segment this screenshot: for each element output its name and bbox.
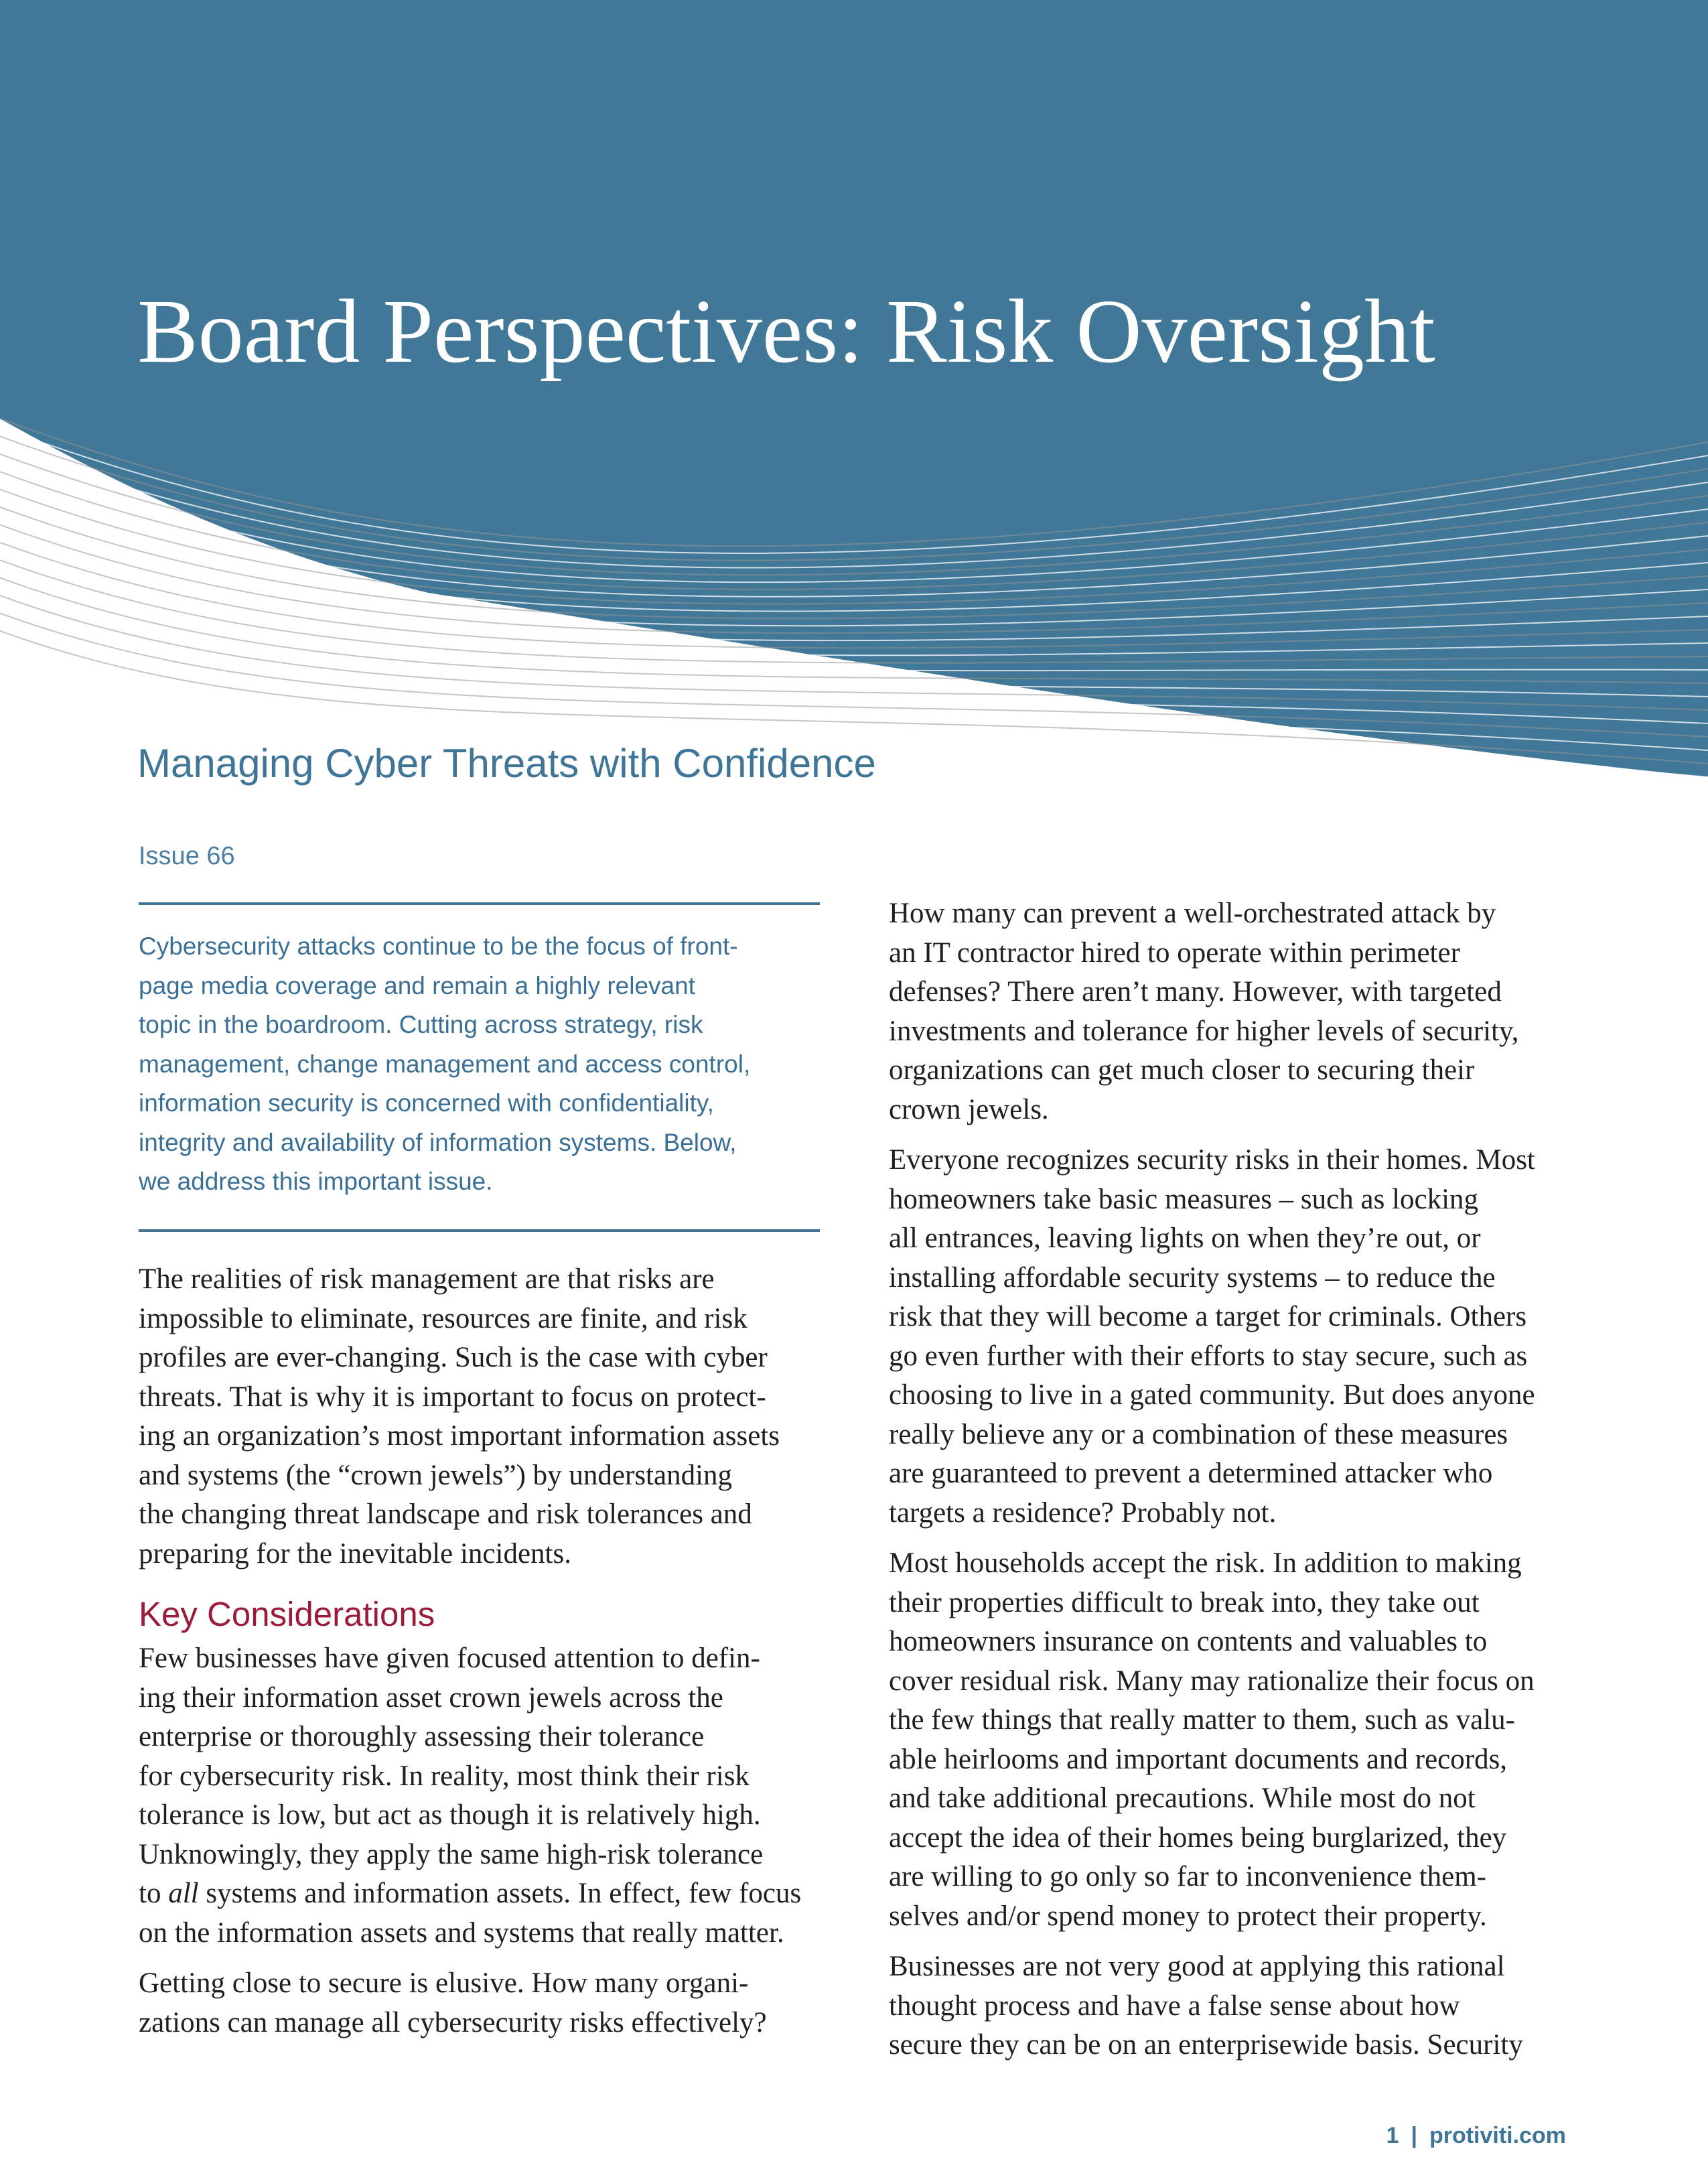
body-paragraph: [139, 1964, 835, 2042]
text-line: targets a residence? Probably not.: [889, 1496, 1277, 1529]
text-line: How many can prevent a well-orchestrated attack by: [889, 898, 1496, 929]
text-line: are guaranteed to prevent a determined attacker who: [889, 1458, 1493, 1489]
body-paragraph: [889, 894, 1585, 1129]
text-line: Getting close to secure is elusive. How many organi-: [139, 1967, 749, 1999]
text-line: choosing to live in a gated community. But does anyone: [889, 1379, 1535, 1411]
text-line: are willing to go only so far to inconvenience them-: [889, 1861, 1486, 1892]
intro-line: page media coverage and remain a highly relevant: [139, 971, 695, 999]
intro-line: topic in the boardroom. Cutting across strategy, risk: [139, 1011, 703, 1038]
text-line: investments and tolerance for higher levels of security,: [889, 1015, 1519, 1047]
body-paragraph: [889, 1141, 1585, 1533]
text-line: the changing threat landscape and risk tolerances and: [139, 1499, 752, 1530]
intro-line: we address this important issue.: [139, 1168, 493, 1195]
page-title: Board Perspectives: Risk Oversight: [137, 281, 1435, 382]
text-line: The realities of risk management are that risks are: [139, 1263, 715, 1295]
text-line: Few businesses have given focused attention to defin-: [139, 1643, 760, 1674]
text-line: thought process and have a false sense about how: [889, 1990, 1460, 2022]
text-line: Most households accept the risk. In addition to making: [889, 1547, 1522, 1579]
text-line: Unknowingly, they apply the same high-risk tolerance: [139, 1838, 764, 1870]
body-paragraph: [139, 1639, 835, 1953]
text-line: accept the idea of their homes being burglarized, they: [889, 1821, 1507, 1854]
text-line: risk that they will become a target for criminals. Others: [889, 1301, 1527, 1332]
text-line: on the information assets and systems that really matter.: [139, 1917, 784, 1949]
document-subtitle: Managing Cyber Threats with Confidence: [137, 741, 876, 786]
header-banner: [0, 0, 1708, 777]
intro-line: management, change management and access control,: [139, 1050, 751, 1078]
intro-top-rule: [139, 902, 820, 905]
right-column: [889, 894, 1585, 2077]
intro-line: information security is concerned with confidentiality,: [139, 1089, 714, 1117]
text-line: for cybersecurity risk. In reality, most think their risk: [139, 1760, 750, 1792]
page-footer: [1386, 2122, 1566, 2149]
footer-site-link[interactable]: protiviti.com: [1429, 2123, 1566, 2148]
text-line: profiles are ever-changing. Such is the case with cyber: [139, 1342, 768, 1373]
text-line: tolerance is low, but act as though it is relatively high.: [139, 1799, 761, 1831]
text-fragment: systems and information assets. In effect, few focus: [198, 1878, 802, 1909]
text-line: defenses? There aren’t many. However, with targeted: [889, 976, 1502, 1007]
text-line: homeowners take basic measures – such as locking: [889, 1183, 1479, 1215]
text-line: organizations can get much closer to securing their: [889, 1054, 1475, 1086]
text-line: the few things that really matter to them, such as valu-: [889, 1704, 1515, 1736]
intro-line: Cybersecurity attacks continue to be the focus of front-: [139, 932, 738, 960]
text-fragment: to: [139, 1878, 169, 1909]
text-line: really believe any or a combination of these measures: [889, 1418, 1508, 1450]
footer-separator: |: [1411, 2123, 1417, 2148]
text-line: ing their information asset crown jewels across the: [139, 1681, 723, 1714]
text-line: installing affordable security systems – to reduce the: [889, 1261, 1496, 1294]
text-line: go even further with their efforts to stay secure, such as: [889, 1340, 1528, 1372]
text-line: all entrances, leaving lights on when they’re out, or: [889, 1223, 1481, 1254]
text-line: an IT contractor hired to operate within perimeter: [889, 936, 1460, 969]
intro-line: integrity and availability of information systems. Below,: [139, 1128, 737, 1156]
left-column: [139, 1260, 835, 2054]
text-line: and systems (the “crown jewels”) by understanding: [139, 1459, 733, 1491]
text-line: crown jewels.: [889, 1093, 1049, 1125]
intro-summary: [139, 927, 829, 1202]
banner-background: [0, 0, 1708, 777]
text-line: preparing for the inevitable incidents.: [139, 1537, 571, 1570]
text-line: zations can manage all cybersecurity risks effectively?: [139, 2006, 767, 2038]
text-line: able heirlooms and important documents and records,: [889, 1743, 1508, 1775]
text-line: selves and/or spend money to protect their property.: [889, 1900, 1487, 1932]
body-paragraph: [889, 1947, 1585, 2065]
text-line: their properties difficult to break into, they take out: [889, 1586, 1480, 1618]
page-number: 1: [1386, 2123, 1399, 2148]
body-paragraph: [889, 1544, 1585, 1936]
text-line: enterprise or thoroughly assessing their tolerance: [139, 1721, 705, 1752]
text-line-with-emphasis: [139, 1874, 835, 1914]
text-line: homeowners insurance on contents and valuables to: [889, 1626, 1488, 1657]
text-line: impossible to eliminate, resources are finite, and risk: [139, 1302, 748, 1334]
text-line: secure they can be on an enterprisewide basis. Security: [889, 2029, 1523, 2061]
text-line: ing an organization’s most important information assets: [139, 1420, 780, 1452]
issue-number: Issue 66: [139, 842, 235, 870]
text-line: and take additional precautions. While most do not: [889, 1783, 1476, 1814]
text-line: Businesses are not very good at applying this rational: [889, 1951, 1505, 1982]
emphasis-word: all: [168, 1878, 199, 1909]
text-line: Everyone recognizes security risks in their homes. Most: [889, 1144, 1535, 1176]
section-heading: Key Considerations: [139, 1595, 435, 1633]
intro-bottom-rule: [139, 1229, 820, 1232]
text-line: threats. That is why it is important to focus on protect-: [139, 1381, 766, 1413]
text-line: cover residual risk. Many may rationalize their focus on: [889, 1665, 1535, 1697]
body-paragraph: [139, 1260, 835, 1574]
